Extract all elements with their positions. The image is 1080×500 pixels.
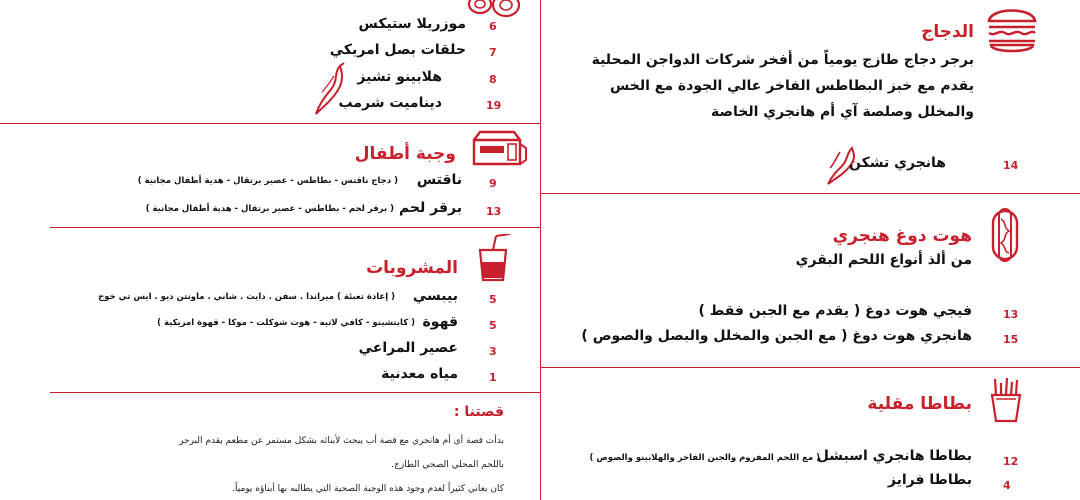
fries-item-number: 4	[1003, 479, 1011, 492]
drinks-item-name: عصير المراعي	[358, 340, 458, 356]
drinks-item-number: 1	[489, 371, 497, 384]
story-title: قصتنا :	[453, 404, 504, 420]
divider-sides-kids	[0, 123, 540, 124]
hotdog-item-name: هانجري هوت دوغ ( مع الجبن والمخلل والبصل والصوص )	[581, 328, 972, 344]
fries-icon	[990, 377, 1022, 423]
drinks-item-desc: ( كابتشينو - كافي لاتيه - هوت شوكلت - موكا - قهوة امريكية )	[157, 318, 415, 328]
drinks-item-number: 5	[489, 319, 497, 332]
drink-cup-icon	[476, 234, 512, 284]
chicken-item-name: هانجري تشكن	[849, 155, 946, 171]
kids-item-number: 13	[486, 205, 502, 218]
chicken-item-number: 14	[1003, 159, 1019, 172]
sides-item-name: هلابينو تشيز	[357, 69, 442, 85]
chicken-description-line: برجر دجاج طازج يومياً من أفخر شركات الدواجن المحلية	[591, 52, 974, 68]
burger-icon	[985, 3, 1039, 55]
story-line: باللحم المحلي الصحي الطازج.	[391, 460, 504, 470]
column-divider	[540, 0, 541, 500]
onion-rings-icon	[466, 0, 522, 20]
fries-item-name: بطاطا هانجري اسبشل	[816, 448, 972, 464]
sides-item-name: حلقات بصل امريكي	[329, 42, 466, 58]
divider-drinks-story	[50, 392, 540, 393]
drinks-title: المشروبات	[366, 258, 458, 278]
hotdog-item-name: فيجي هوت دوغ ( يقدم مع الجبن فقط )	[698, 303, 972, 319]
hotdog-title: هوت دوغ هنجري	[832, 226, 972, 246]
kids-meal-box-icon	[468, 130, 528, 168]
sides-item-name: موزريلا ستيكس	[358, 16, 466, 32]
kids-item-number: 9	[489, 177, 497, 190]
fries-item-name: بطاطا فرايز	[887, 472, 972, 488]
divider-chicken-hotdog	[540, 193, 1080, 194]
chicken-description-line: والمخلل وصلصة آي أم هانجري الخاصة	[710, 104, 974, 120]
story-line: كان يعاني كثيراً لعدم وجود هذه الوجبة الصحية التي يطالبه بها أبناؤه يومياً.	[232, 484, 504, 494]
chicken-title: الدجاج	[921, 22, 974, 42]
sides-item-number: 7	[489, 46, 497, 59]
kids-item-desc: ( برقر لحم - بطاطس - عصير برتقال - هدية أطفال مجانية )	[145, 204, 394, 214]
fries-title: بطاطا مقلية	[867, 394, 972, 414]
divider-kids-drinks	[50, 227, 540, 228]
drinks-item-name: مياه معدنية	[381, 366, 458, 382]
fries-item-number: 12	[1003, 455, 1019, 468]
drinks-item-number: 5	[489, 293, 497, 306]
hotdog-item-number: 13	[1003, 308, 1019, 321]
kids-item-name: برقر لحم	[398, 200, 462, 216]
chili-pepper-icon	[312, 62, 348, 118]
hotdog-item-number: 15	[1003, 333, 1019, 346]
fries-item-desc: ( مع اللحم المفروم والجبن الفاخر والهلابينو والصوص )	[589, 453, 820, 463]
divider-hotdog-fries	[540, 367, 1080, 368]
sides-item-number: 8	[489, 73, 497, 86]
story-line: بدأت قصة أي أم هانجري مع قصة أب يبحث لأبنائه بشكل مستمر عن مطعم يقدم البرجر	[179, 436, 504, 446]
sides-item-number: 6	[489, 20, 497, 33]
chicken-description-line: يقدم مع خبز البطاطس الفاخر عالي الجودة مع الخس	[609, 78, 974, 94]
hotdog-icon	[990, 207, 1020, 263]
drinks-item-number: 3	[489, 345, 497, 358]
sides-item-number: 19	[486, 99, 502, 112]
hotdog-subtitle: من ألذ أنواع اللحم البقري	[795, 252, 972, 268]
kids-item-name: ناقتس	[416, 172, 462, 188]
kids-title: وجبة أطفال	[354, 144, 456, 164]
kids-item-desc: ( دجاج ناقتس - بطاطس - عصير برتقال - هدية أطفال مجانية )	[137, 176, 398, 186]
sides-item-name: ديناميت شرمب	[338, 95, 442, 111]
drinks-item-name: بيبسي	[412, 288, 458, 304]
drinks-item-name: قهوة	[422, 314, 458, 330]
drinks-item-desc: ( إعادة تعبئة ) ميراندا . سفن . دايت . شاني . ماونتن ديو . ايس تي خوخ	[98, 292, 395, 302]
